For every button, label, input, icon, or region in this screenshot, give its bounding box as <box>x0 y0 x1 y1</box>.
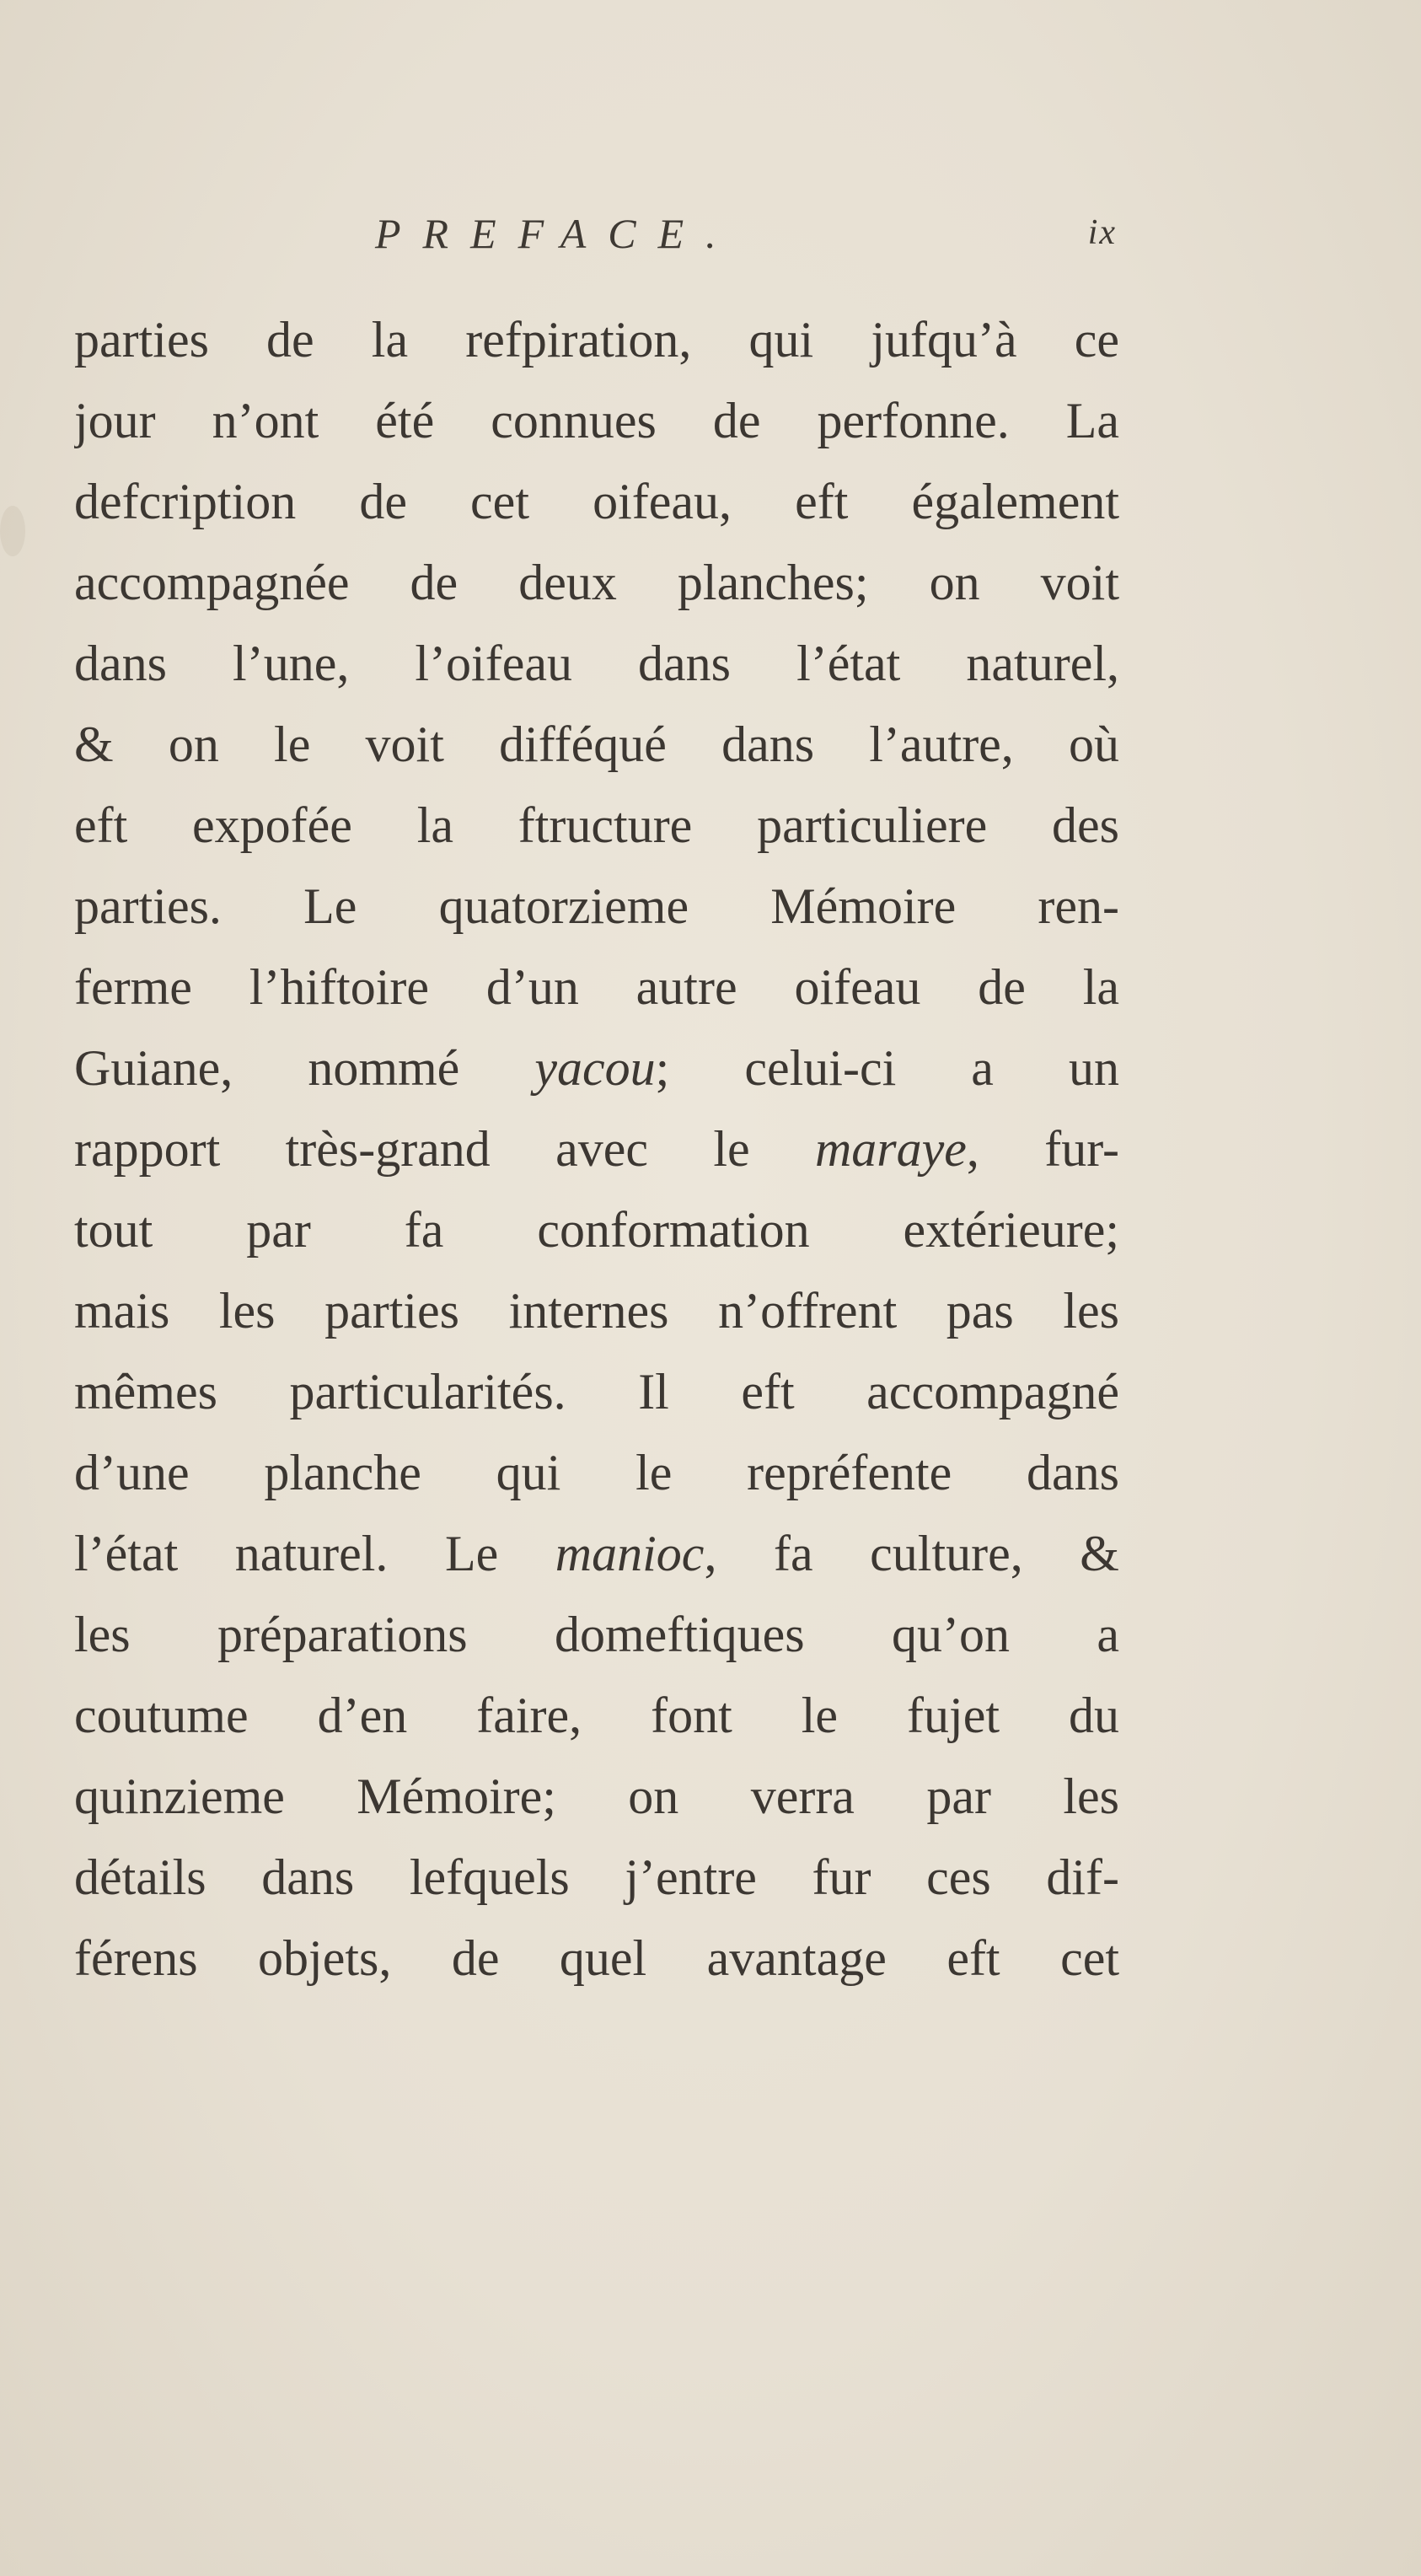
text-line <box>74 461 1119 542</box>
text-line <box>74 1351 1119 1432</box>
text-segment: dans l’une, l’oifeau dans l’état naturel, <box>74 636 1119 691</box>
text-line <box>74 1189 1119 1270</box>
text-segment: les préparations domeftiques qu’on a <box>74 1607 1119 1662</box>
running-title: PREFACE. <box>375 210 738 257</box>
text-segment: eft expofée la ftructure particuliere des <box>74 797 1119 853</box>
text-segment: l’état naturel. Le <box>74 1526 555 1581</box>
text-segment: ; celui-ci a un <box>655 1040 1119 1096</box>
text-line <box>74 1270 1119 1351</box>
text-segment: , fur- <box>966 1121 1119 1177</box>
text-line <box>74 1108 1119 1189</box>
text-segment: jour n’ont été connues de perfonne. La <box>74 393 1119 448</box>
italic-term: maraye <box>814 1121 967 1177</box>
text-segment: tout par fa conformation extérieure; <box>74 1202 1119 1258</box>
text-line <box>74 947 1119 1028</box>
text-line <box>74 542 1119 623</box>
text-segment: , fa culture, & <box>704 1526 1119 1581</box>
text-line <box>74 623 1119 704</box>
text-line <box>74 1675 1119 1756</box>
text-segment: férens objets, de quel avantage eft cet <box>74 1930 1119 1986</box>
paper-stain <box>0 506 25 556</box>
text-segment: ferme l’hiftoire d’un autre oifeau de la <box>74 959 1119 1015</box>
text-line <box>74 1028 1119 1108</box>
text-segment: parties. Le quatorzieme Mémoire ren- <box>74 878 1119 934</box>
text-line <box>74 1594 1119 1675</box>
text-segment: parties de la refpiration, qui jufqu’à ce <box>74 312 1119 368</box>
text-segment: accompagnée de deux planches; on voit <box>74 555 1119 610</box>
text-line <box>74 380 1119 461</box>
text-line <box>74 1432 1119 1513</box>
text-line <box>74 866 1119 947</box>
text-line <box>74 704 1119 785</box>
page-number: ix <box>1087 213 1117 252</box>
text-segment: d’une planche qui le repréfente dans <box>74 1445 1119 1500</box>
running-head <box>375 209 1117 268</box>
text-segment: quinzieme Mémoire; on verra par les <box>74 1768 1119 1824</box>
text-line <box>74 785 1119 866</box>
text-segment: coutume d’en faire, font le fujet du <box>74 1688 1119 1743</box>
italic-term: yacou <box>534 1040 656 1096</box>
text-line <box>74 299 1119 380</box>
text-line <box>74 1756 1119 1837</box>
body-text <box>74 299 1119 1999</box>
text-segment: détails dans lefquels j’entre fur ces dif- <box>74 1849 1119 1905</box>
text-line <box>74 1918 1119 1999</box>
text-segment: mêmes particularités. Il eft accompagné <box>74 1364 1119 1419</box>
text-segment: rapport très-grand avec le <box>74 1121 815 1177</box>
text-segment: mais les parties internes n’offrent pas les <box>74 1283 1119 1339</box>
text-segment: Guiane, nommé <box>74 1040 535 1096</box>
text-segment: defcription de cet oifeau, eft également <box>74 474 1119 529</box>
text-segment: & on le voit difféqué dans l’autre, où <box>74 716 1119 772</box>
text-line <box>74 1837 1119 1918</box>
text-line <box>74 1513 1119 1594</box>
italic-term: manioc <box>555 1526 705 1581</box>
